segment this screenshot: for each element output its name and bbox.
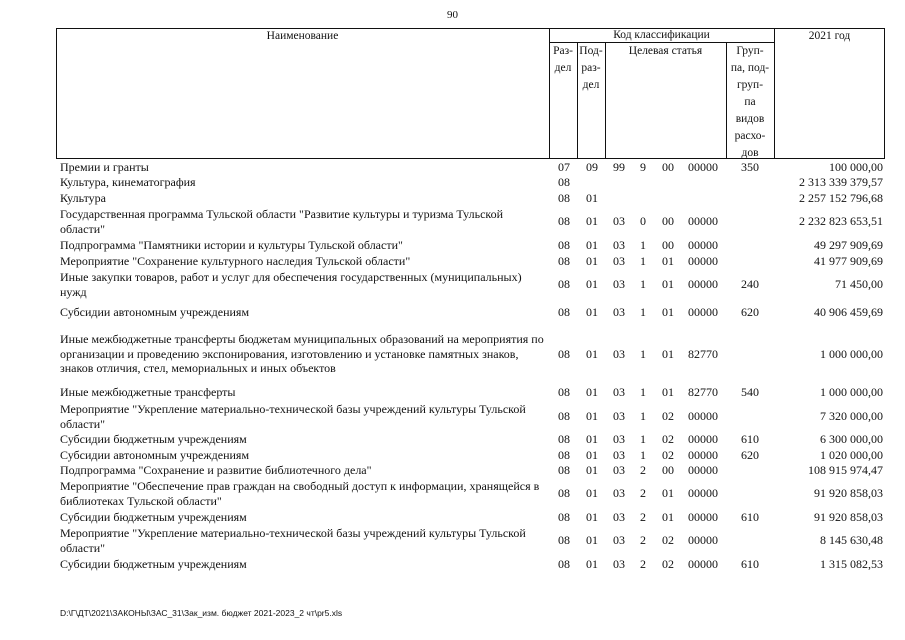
cell-name <box>60 401 545 432</box>
cell-amount: 1 000 000,00 <box>820 346 883 361</box>
cell-podrazdel: 01 <box>586 305 598 320</box>
cell-target-3: 01 <box>662 253 674 268</box>
cell-group: 620 <box>741 447 759 462</box>
cell-target-3: 02 <box>662 556 674 571</box>
cell-podrazdel: 09 <box>586 160 598 175</box>
table-row <box>56 432 885 447</box>
cell-target-4 <box>682 190 724 206</box>
table-row <box>56 525 885 556</box>
table-row <box>56 190 885 206</box>
cell-target-3: 01 <box>662 509 674 524</box>
cell-name <box>60 463 545 478</box>
table-row <box>56 160 885 175</box>
cell-name-text: Субсидии бюджетным учреждениям <box>60 509 247 524</box>
cell-target-4: 00000 <box>688 277 718 292</box>
cell-name-text: Культура <box>60 190 106 205</box>
cell-target-3: 01 <box>662 486 674 501</box>
cell-target-3 <box>655 175 681 190</box>
cell-group <box>728 478 772 509</box>
cell-name-text: Культура, кинематография <box>60 175 196 190</box>
cell-target-2: 1 <box>640 305 646 320</box>
cell-target-4: 00000 <box>688 463 718 478</box>
cell-name <box>60 478 545 509</box>
cell-amount: 2 257 152 796,68 <box>799 190 883 205</box>
table-row <box>56 206 885 237</box>
cell-name-text: Субсидии бюджетным учреждениям <box>60 556 247 571</box>
cell-group <box>728 525 772 556</box>
cell-name <box>60 269 545 300</box>
cell-target-2: 1 <box>640 432 646 447</box>
cell-target-4: 00000 <box>688 533 718 548</box>
cell-name-text: Мероприятие "Укрепление материально-технической базы учреждений культуры Тульской области" <box>60 526 526 555</box>
cell-target-2: 1 <box>640 346 646 361</box>
cell-target-3: 00 <box>662 160 674 175</box>
cell-name <box>60 383 545 401</box>
cell-razdel: 08 <box>558 305 570 320</box>
cell-name <box>60 175 545 190</box>
table-row <box>56 300 885 325</box>
cell-amount: 7 320 000,00 <box>820 409 883 424</box>
cell-target-2: 1 <box>640 409 646 424</box>
cell-target-3: 00 <box>662 237 674 252</box>
cell-target-4: 82770 <box>688 384 718 399</box>
header-target: Целевая статья <box>628 45 703 57</box>
header-year-divider <box>774 28 775 159</box>
cell-name <box>60 525 545 556</box>
table-row <box>56 269 885 300</box>
table-row <box>56 447 885 463</box>
cell-amount: 71 450,00 <box>835 277 883 292</box>
cell-target-3: 01 <box>662 384 674 399</box>
cell-target-4: 00000 <box>688 509 718 524</box>
cell-razdel: 08 <box>558 486 570 501</box>
cell-target-1: 03 <box>613 556 625 571</box>
cell-razdel: 08 <box>558 409 570 424</box>
cell-name <box>60 253 545 269</box>
cell-razdel: 08 <box>558 384 570 399</box>
cell-target-4: 00000 <box>688 160 718 175</box>
cell-razdel: 08 <box>558 190 570 205</box>
cell-group <box>728 190 772 206</box>
cell-razdel: 08 <box>558 432 570 447</box>
cell-group: 610 <box>741 556 759 571</box>
cell-name-text: Мероприятие "Сохранение культурного наследия Тульской области" <box>60 253 411 268</box>
cell-amount: 2 313 339 379,57 <box>799 175 883 190</box>
cell-name <box>60 160 545 175</box>
header-code-group: Код классификации <box>613 29 710 41</box>
cell-razdel: 07 <box>558 160 570 175</box>
cell-target-2: 1 <box>640 384 646 399</box>
cell-group <box>728 325 772 383</box>
cell-target-4: 00000 <box>688 305 718 320</box>
cell-podrazdel: 01 <box>586 556 598 571</box>
file-path: D:\Г\ДТ\2021\ЗАКОНЫ\ЗАС_31\Зак_изм. бюджет 2021-2023_2 чт\pr5.xls <box>60 608 343 618</box>
cell-amount: 8 145 630,48 <box>820 533 883 548</box>
header-right-line <box>884 28 885 159</box>
table-row <box>56 175 885 190</box>
cell-target-2: 2 <box>640 486 646 501</box>
cell-target-4: 00000 <box>688 214 718 229</box>
cell-target-4: 00000 <box>688 556 718 571</box>
cell-name <box>60 432 545 447</box>
cell-name-text: Подпрограмма "Памятники истории и культуры Тульской области" <box>60 237 403 252</box>
cell-name-text: Иные межбюджетные трансферты <box>60 384 236 399</box>
cell-amount: 2 232 823 653,51 <box>799 214 883 229</box>
cell-podrazdel: 01 <box>586 384 598 399</box>
cell-target-1: 03 <box>613 447 625 462</box>
cell-name <box>60 190 545 206</box>
cell-podrazdel: 01 <box>586 253 598 268</box>
cell-group: 350 <box>741 160 759 175</box>
table-row <box>56 253 885 269</box>
table-row <box>56 325 885 383</box>
cell-podrazdel: 01 <box>586 432 598 447</box>
cell-target-2: 2 <box>640 463 646 478</box>
cell-target-3: 02 <box>662 432 674 447</box>
cell-target-3: 01 <box>662 346 674 361</box>
cell-target-2: 1 <box>640 237 646 252</box>
cell-group <box>728 463 772 478</box>
cell-amount: 41 977 909,69 <box>814 253 883 268</box>
cell-amount: 6 300 000,00 <box>820 432 883 447</box>
cell-target-1: 03 <box>613 432 625 447</box>
cell-target-2: 0 <box>640 214 646 229</box>
header-left-line <box>56 28 57 159</box>
cell-target-4: 00000 <box>688 253 718 268</box>
cell-target-2: 1 <box>640 277 646 292</box>
header-name: Наименование <box>266 30 339 42</box>
cell-name-text: Иные межбюджетные трансферты бюджетам муниципальных образований на мероприятия по организации и проведению экспонирования, изготовлению и установке памятных знаков, знаков отличия, стел, мемориальных и иных объектов <box>60 332 544 376</box>
cell-target-1 <box>607 175 631 190</box>
cell-group <box>728 175 772 190</box>
cell-target-1: 99 <box>613 160 625 175</box>
cell-target-3: 00 <box>662 214 674 229</box>
cell-target-1: 03 <box>613 486 625 501</box>
cell-amount: 91 920 858,03 <box>814 509 883 524</box>
cell-target-3: 01 <box>662 277 674 292</box>
cell-amount: 1 020 000,00 <box>820 447 883 462</box>
cell-group: 540 <box>741 384 759 399</box>
cell-target-4: 00000 <box>688 486 718 501</box>
cell-name <box>60 300 545 325</box>
cell-amount: 100 000,00 <box>829 160 883 175</box>
cell-razdel: 08 <box>558 346 570 361</box>
cell-group: 620 <box>741 305 759 320</box>
cell-name <box>60 206 545 237</box>
cell-podrazdel: 01 <box>586 346 598 361</box>
cell-target-4: 00000 <box>688 409 718 424</box>
cell-target-4: 00000 <box>688 432 718 447</box>
cell-target-1: 03 <box>613 384 625 399</box>
cell-target-1: 03 <box>613 509 625 524</box>
cell-razdel: 08 <box>558 463 570 478</box>
cell-name <box>60 237 545 253</box>
cell-name <box>60 556 545 572</box>
cell-name-text: Субсидии бюджетным учреждениям <box>60 432 247 447</box>
cell-target-2: 1 <box>640 253 646 268</box>
cell-target-2 <box>633 175 653 190</box>
table-row <box>56 383 885 401</box>
cell-name-text: Субсидии автономным учреждениям <box>60 447 250 462</box>
header-razdel: Раз- дел <box>553 45 573 74</box>
cell-target-4: 00000 <box>688 447 718 462</box>
cell-name <box>60 509 545 525</box>
cell-group <box>728 206 772 237</box>
cell-target-2 <box>633 190 653 206</box>
cell-target-1: 03 <box>613 305 625 320</box>
cell-name-text: Иные закупки товаров, работ и услуг для обеспечения государственных (муниципальных) нужд <box>60 270 522 299</box>
cell-target-1 <box>607 190 631 206</box>
cell-razdel: 08 <box>558 533 570 548</box>
table-row <box>56 401 885 432</box>
cell-name-text: Мероприятие "Обеспечение прав граждан на свободный доступ к информации, хранящейся в библиотеках Тульской области" <box>60 479 540 508</box>
cell-target-3: 02 <box>662 533 674 548</box>
cell-razdel: 08 <box>558 447 570 462</box>
table-body <box>56 160 885 572</box>
cell-target-1: 03 <box>613 277 625 292</box>
cell-group: 610 <box>741 432 759 447</box>
cell-target-2: 2 <box>640 533 646 548</box>
cell-target-2: 2 <box>640 556 646 571</box>
cell-razdel: 08 <box>558 277 570 292</box>
cell-amount: 1 315 082,53 <box>820 556 883 571</box>
cell-podrazdel: 01 <box>586 409 598 424</box>
cell-target-2: 1 <box>640 447 646 462</box>
cell-amount: 49 297 909,69 <box>814 237 883 252</box>
cell-podrazdel <box>579 175 605 190</box>
cell-group: 610 <box>741 509 759 524</box>
cell-podrazdel: 01 <box>586 277 598 292</box>
cell-target-1: 03 <box>613 533 625 548</box>
cell-target-1: 03 <box>613 346 625 361</box>
table-row <box>56 509 885 525</box>
cell-podrazdel: 01 <box>586 190 598 205</box>
header-year: 2021 год <box>808 30 851 42</box>
cell-name-text: Подпрограмма "Сохранение и развитие библиотечного дела" <box>60 463 372 478</box>
cell-target-3 <box>655 190 681 206</box>
cell-podrazdel: 01 <box>586 533 598 548</box>
cell-amount: 40 906 459,69 <box>814 305 883 320</box>
table-row <box>56 463 885 478</box>
page-number: 90 <box>447 9 458 21</box>
cell-podrazdel: 01 <box>586 237 598 252</box>
cell-amount: 1 000 000,00 <box>820 384 883 399</box>
cell-target-3: 00 <box>662 463 674 478</box>
cell-group <box>728 253 772 269</box>
cell-target-1: 03 <box>613 463 625 478</box>
cell-target-4: 00000 <box>688 237 718 252</box>
cell-target-4 <box>682 175 724 190</box>
cell-razdel: 08 <box>558 556 570 571</box>
cell-razdel: 08 <box>558 214 570 229</box>
header-group: Груп- па, под- груп- па видов расхо- дов <box>730 45 770 159</box>
cell-razdel: 08 <box>558 509 570 524</box>
cell-razdel: 08 <box>558 175 570 190</box>
cell-target-1: 03 <box>613 214 625 229</box>
cell-name-text: Премии и гранты <box>60 160 149 175</box>
cell-podrazdel: 01 <box>586 447 598 462</box>
cell-target-1: 03 <box>613 237 625 252</box>
cell-target-1: 03 <box>613 409 625 424</box>
cell-group <box>728 237 772 253</box>
cell-amount: 108 915 974,47 <box>808 463 883 478</box>
table-row <box>56 237 885 253</box>
cell-group: 240 <box>741 277 759 292</box>
table-row <box>56 556 885 572</box>
cell-name-text: Государственная программа Тульской области "Развитие культуры и туризма Тульской области" <box>60 207 504 236</box>
cell-podrazdel: 01 <box>586 214 598 229</box>
cell-amount: 91 920 858,03 <box>814 486 883 501</box>
cell-target-2: 2 <box>640 509 646 524</box>
header-podrazdel: Под- раз- дел <box>579 45 603 91</box>
cell-target-3: 02 <box>662 409 674 424</box>
cell-razdel: 08 <box>558 237 570 252</box>
cell-target-1: 03 <box>613 253 625 268</box>
cell-target-3: 02 <box>662 447 674 462</box>
table-row <box>56 478 885 509</box>
cell-podrazdel: 01 <box>586 509 598 524</box>
cell-target-3: 01 <box>662 305 674 320</box>
cell-group <box>728 401 772 432</box>
cell-target-2: 9 <box>640 160 646 175</box>
cell-name <box>60 447 545 463</box>
cell-name-text: Субсидии автономным учреждениям <box>60 305 250 320</box>
cell-name-text: Мероприятие "Укрепление материально-технической базы учреждений культуры Тульской области" <box>60 402 526 431</box>
cell-target-4: 82770 <box>688 346 718 361</box>
cell-razdel: 08 <box>558 253 570 268</box>
cell-podrazdel: 01 <box>586 463 598 478</box>
cell-podrazdel: 01 <box>586 486 598 501</box>
cell-name <box>60 325 545 383</box>
